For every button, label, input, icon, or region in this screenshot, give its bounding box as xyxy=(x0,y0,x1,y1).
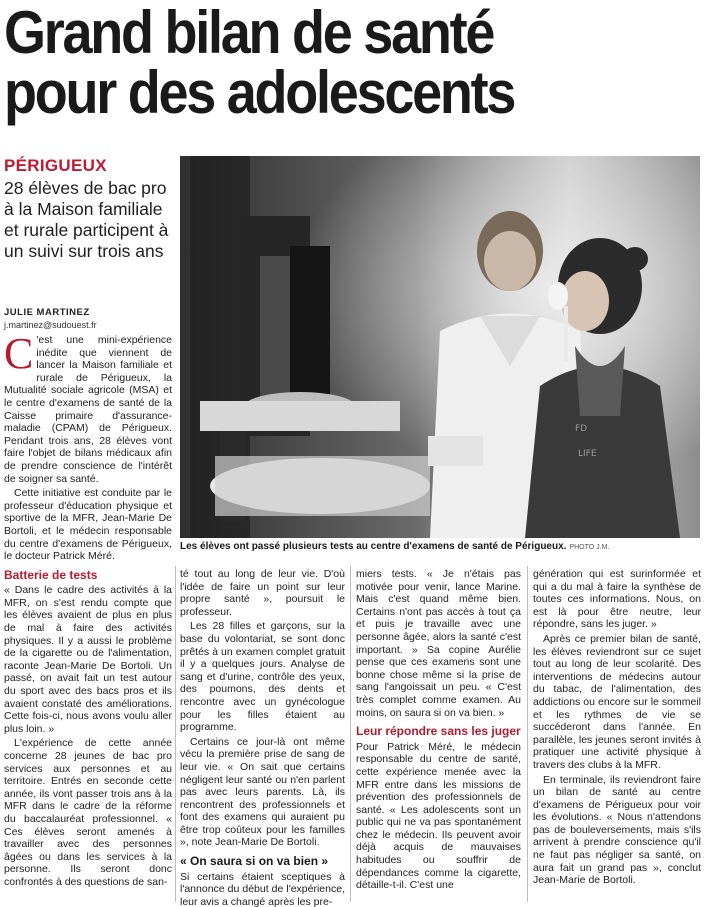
paragraph: Après ce premier bilan de santé, les élèves reviendront sur ce sujet tout au long de leur scolarité. Des interventions de médecins autour du tabac, de l'alimentation, des addictions ou encore sur le sommeil et les rythmes de vie se succéderont dans l'année. En parallèle, les jeunes seront invités à pratiquer une activité physique à travers des clubs à la MFR. xyxy=(533,632,701,771)
drop-cap: C xyxy=(4,329,34,378)
column-rule xyxy=(350,566,351,902)
photo-credit: PHOTO J.M. xyxy=(569,544,610,551)
subheadline-deck: 28 élèves de bac pro à la Maison familiale et rurale participent à un suivi sur trois ans xyxy=(4,178,169,261)
subheading-on-saura: « On saura si on va bien » xyxy=(180,854,329,869)
svg-text:FD: FD xyxy=(575,424,588,434)
column-2 xyxy=(180,568,345,907)
photo-caption xyxy=(180,541,700,552)
column-1-top xyxy=(4,329,172,891)
paragraph: L'expérience de cette année concerne 28 jeunes de bac pro services aux personnes et au territoire. Entrés en seconde cette année, ils vont passer trois ans à la MFR dans le cadre de la réforme du baccalauréat professionnel. « Ces élèves seront amenés à travailler avec des personnes âgées ou dans les services à la personne. Ils seront donc confrontés à des questions de san- xyxy=(4,737,172,888)
paragraph: Cette initiative est conduite par le professeur d'éducation physique et sportive de la MFR, Jean-Marie De Bortoli, et le médecin responsable du centre d'examens de Périgueux, le docteur Patrick Méré. xyxy=(4,487,172,563)
headline xyxy=(4,0,634,126)
intro-paragraph xyxy=(4,329,172,485)
caption-text: Les élèves ont passé plusieurs tests au centre d'examens de santé de Périgueux. xyxy=(180,541,567,552)
headline-line-2: pour des adolescents xyxy=(4,59,515,126)
paragraph: En terminale, ils reviendront faire un bilan de santé au centre d'examens de Périgueux pour voir les évolutions. « Nous n'attendons pas de bouleversements, mais s'ils arrivent à prendre conscience qu'il ne faut pas négliger sa santé, on aura fait un grand pas », conclut Jean-Marie de Bortoli. xyxy=(533,773,701,887)
paragraph: Les 28 filles et garçons, sur la base du volontariat, se sont donc prêtés à un examen complet gratuit il y a quelques jours. Analyse de sang et d'urine, contrôle des yeux, des poumons, des dents et rencontre avec un gynécologue pour les filles étaient au programme. xyxy=(180,620,345,734)
location-kicker: PÉRIGUEUX xyxy=(4,156,107,175)
column-rule xyxy=(175,566,176,902)
headline-line-1: Grand bilan de santé xyxy=(4,0,494,66)
column-rule xyxy=(527,566,528,902)
photo-illustration xyxy=(180,156,700,538)
author-byline: JULIE MARTINEZ xyxy=(4,307,90,318)
intro-text: 'est une mini-expérience inédite que viennent de lancer la Maison familiale et rurale de Périgueux, la Mutualité sociale agricole (MSA) et le centre d'examens de santé de la Caisse primaire d'assurance-maladie (CPAM) de Périgueux. Pendant trois ans, 28 élèves vont faire l'objet de bilans médicaux afin de prendre conscience de l'intérêt de soigner sa santé. xyxy=(4,334,172,485)
paragraph: Certains ce jour-là ont même vécu la première prise de sang de leur vie. « On sait que certains négligent leur santé ou n'en parlent pas avec leurs parents. Là, ils rencontrent des professionnels et font des examens qui auraient pu être trop coûteux pour les familles », note Jean-Marie De Bortoli. xyxy=(180,735,345,849)
subheading-tests: Batterie de tests xyxy=(4,567,98,582)
paragraph: « Dans le cadre des activités à la MFR, on s'est rendu compte que les élèves avaient de plus en plus de mal à faire des activités physiques. Il y a aussi le problème de la cigarette ou de l'alimentation, raconte Jean-Marie De Bortoli. Un passé, on avait fait un test autour du sport avec des bacs pros et ils avaient constaté des améliorations. Cette fois-ci, nous avons voulu aller plus loin. » xyxy=(4,584,172,735)
svg-text:LIFE: LIFE xyxy=(578,449,597,459)
column-4 xyxy=(533,568,701,889)
paragraph: miers tests. « Je n'étais pas motivée pour venir, lance Marine. Mais c'est quand même bien. Certains n'ont pas accès à tout ça et puis je travaille avec une personne âgée, alors la santé c'est important. » Sa copine Aurélie pense que ces examens sont une bonne chose même si la prise de sang l'angoissait un peu. « C'est très complet comme examen. Au moins, on saura si on va bien. » xyxy=(356,568,521,719)
paragraph: génération qui est surinformée et qui a du mal à faire la synthèse de toutes ces informations. Nous, on est là pour être neutre, leur répondre, sans les juger. » xyxy=(533,568,701,631)
paragraph: Si certains étaient sceptiques à l'annonce du début de l'expérience, leur avis a changé après les pre- xyxy=(180,870,345,907)
article-photo xyxy=(180,156,700,538)
subheading-repondre: Leur répondre sans les juger xyxy=(356,724,521,739)
author-email: j.martinez@sudouest.fr xyxy=(4,320,97,330)
paragraph: Pour Patrick Méré, le médecin responsable du centre de santé, cette expérience menée avec la MFR entre dans les missions de prévention des professionnels de santé. « Les adolescents sont un public qui ne va pas spontanément chez le médecin. Ils peuvent avoir déjà acquis de mauvaises habitudes ou souffrir de dépendances comme la cigarette, détaille-t-il. C'est une xyxy=(356,740,521,892)
paragraph: té tout au long de leur vie. D'où l'idée de faire un point sur leur propre santé », poursuit le professeur. xyxy=(180,568,345,618)
column-3 xyxy=(356,568,521,894)
